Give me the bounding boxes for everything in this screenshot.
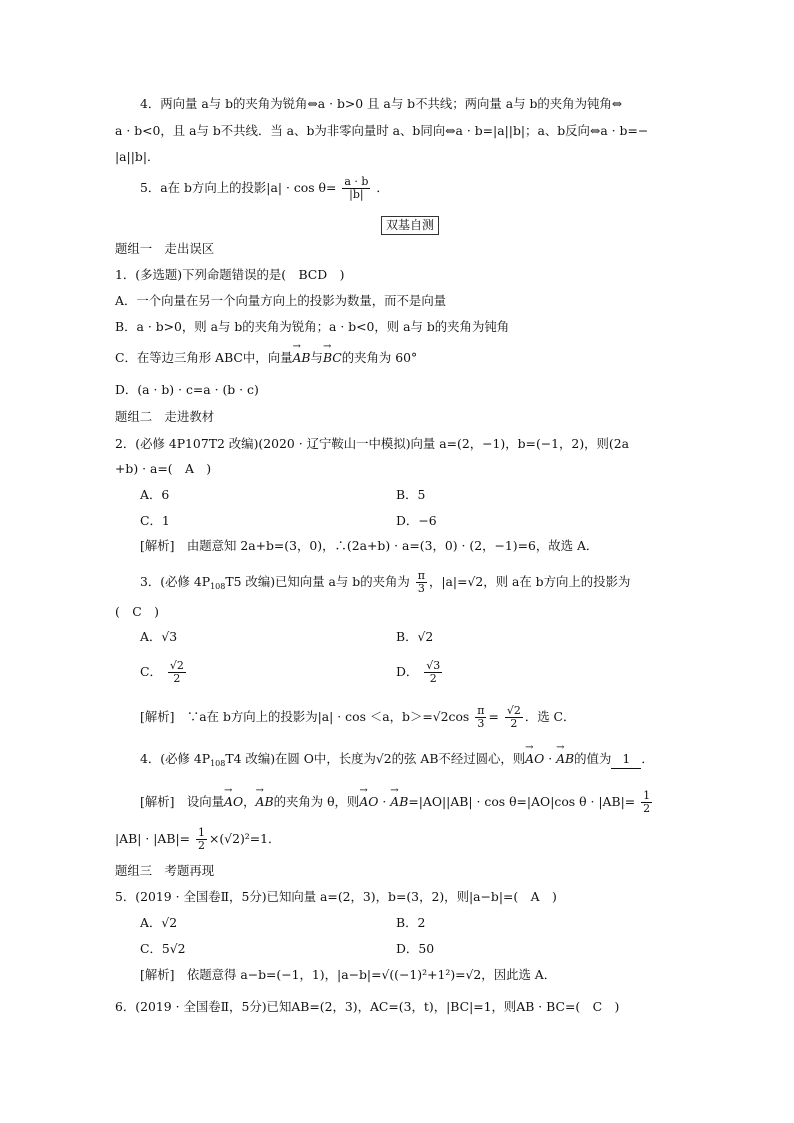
- point-4-line1: 4．两向量 a与 b的夹角为锐角⇔a · b>0 且 a与 b不共线；两向量 a与 b的夹角为钝角⇔: [140, 96, 623, 111]
- q5-option-d: D．50: [396, 941, 435, 956]
- q3-sol-frac1: [475, 705, 486, 730]
- point-4-line3: |a||b|．: [115, 149, 160, 164]
- q3-option-a: A．√3: [140, 629, 178, 644]
- q3-sol-den1: 3: [477, 717, 485, 730]
- vector-ab-2: → AB: [556, 750, 574, 768]
- q4-sol-text: 的夹角为 θ，则: [273, 794, 360, 809]
- point-5-suffix: ．: [376, 180, 389, 195]
- q3-sol-den2: 2: [510, 717, 518, 730]
- vector-ab-sol: → AB: [256, 793, 274, 811]
- q4-page-sub: 108: [210, 759, 226, 768]
- q3-c-label: C．: [140, 664, 162, 679]
- q3-sol-prefix: [解析] ∵a在 b方向上的投影为|a| · cos ＜a，b＞=√2cos: [140, 709, 470, 724]
- vector-ab-sol2: → AB: [390, 793, 408, 811]
- question-5: 5．(2019 · 全国卷Ⅱ，5分)已知向量 a=(2，3)，b=(3，2)，则|a−b|=( A ): [115, 889, 557, 904]
- q4-post: 的值为: [574, 751, 612, 766]
- q4-sol-l2-post: ×(√2)²=1．: [208, 831, 281, 846]
- q4-sol-expr: =|AO||AB| · cos θ=|AO|cos θ · |AB|=: [408, 794, 636, 809]
- q4-mid: T4 改编)在圆 O中，长度为√2的弦 AB不经过圆心，则: [225, 751, 526, 766]
- q3-d-label: D．: [396, 664, 419, 679]
- q1-option-a: A．一个向量在另一个向量方向上的投影为数量，而不是向量: [115, 293, 447, 308]
- q4-sol-half2-num: 1: [197, 826, 205, 839]
- group2-heading: 题组二 走进教材: [115, 409, 215, 424]
- q5-option-b: B．2: [396, 915, 426, 930]
- question-3-line1: [140, 570, 630, 596]
- q3-sol-num2: √2: [506, 704, 521, 717]
- q4-end: ．: [641, 751, 654, 766]
- question-2-line1: 2．(必修 4P107T2 改编)(2020 · 辽宁鞍山一中模拟)向量 a=(2，−1)，b=(−1，2)，则(2a: [115, 436, 630, 451]
- q3-d-fraction: [424, 660, 442, 685]
- q4-sol-half-2: [196, 827, 207, 852]
- point-4-line2: a · b<0，且 a与 b不共线．当 a、b为非零向量时 a、b同向⇔a · b=|a||b|；a、b反向⇔a · b=−: [115, 123, 649, 138]
- q3-prefix: 3．(必修 4P: [140, 574, 211, 589]
- q5-option-a: A．√2: [140, 915, 178, 930]
- q3-option-b: B．√2: [396, 629, 434, 644]
- question-1: 1．(多选题)下列命题错误的是( BCD ): [115, 267, 345, 282]
- q3-c-num: √2: [169, 659, 184, 672]
- q3-d-den: 2: [429, 672, 437, 685]
- q4-sol-half-den: 2: [643, 802, 651, 815]
- section-title-box: 双基自测: [381, 216, 439, 235]
- q4-sol-l2-pre: |AB| · |AB|=: [115, 831, 191, 846]
- q3-angle-fraction: [416, 570, 427, 595]
- q4-sol-half2-den: 2: [197, 839, 205, 852]
- q3-mid: T5 改编)已知向量 a与 b的夹角为: [225, 574, 410, 589]
- q5-option-c: C．5√2: [140, 941, 186, 956]
- q3-sol-post: ．选 C．: [524, 709, 576, 724]
- question-2-line2: +b) · a=( A ): [115, 461, 212, 476]
- question-6: 6．(2019 · 全国卷Ⅱ，5分)已知AB=(2，3)，AC=(3，t)，|BC|=1，则AB · BC=( C ): [115, 999, 620, 1014]
- vector-ao-sol: → AO: [224, 793, 243, 811]
- q3-c-fraction: [168, 660, 186, 685]
- q2-option-b: B．5: [396, 487, 426, 502]
- point-5: [140, 176, 389, 201]
- vector-ao: → AO: [525, 750, 544, 768]
- q4-sol-comma: ，: [243, 794, 256, 809]
- q4-dot: ·: [544, 751, 557, 766]
- q4-answer-blank: 1: [611, 750, 641, 769]
- q3-option-d: [396, 660, 444, 685]
- q3-option-c: [140, 660, 188, 685]
- q3-sol-frac2: [505, 705, 523, 730]
- question-4: [140, 750, 654, 773]
- vector-ab: → AB: [292, 349, 310, 367]
- vector-ao-sol2: → AO: [359, 793, 378, 811]
- q4-solution-line2: [115, 827, 280, 852]
- q4-solution-line1: [140, 790, 654, 815]
- point-5-prefix: 5．a在 b方向上的投影|a| · cos θ=: [140, 180, 337, 195]
- q4-sol-dot: ·: [378, 794, 391, 809]
- q5-solution: [解析] 依题意得 a−b=(−1，1)，|a−b|=√((−1)²+1²)=√2，因此选 A．: [140, 967, 557, 982]
- q3-angle-num: π: [417, 569, 425, 582]
- group3-heading: 题组三 考题再现: [115, 863, 215, 878]
- q3-answer: ( C ): [115, 604, 159, 619]
- q4-sol-prefix: [解析] 设向量: [140, 794, 225, 809]
- q3-solution: [140, 705, 575, 730]
- q3-page-sub: 108: [210, 582, 226, 591]
- q2-option-d: D．−6: [396, 513, 437, 528]
- q2-option-c: C．1: [140, 513, 170, 528]
- q3-c-den: 2: [173, 672, 181, 685]
- q2-option-a: A．6: [140, 487, 170, 502]
- q1-c-mid: 与: [310, 350, 323, 365]
- q3-post: ，|a|=√2，则 a在 b方向上的投影为: [428, 574, 631, 589]
- q1-option-d: D．(a · b) · c=a · (b · c): [115, 382, 259, 397]
- projection-numerator: a · b: [344, 175, 369, 188]
- q4-sol-half: [641, 790, 652, 815]
- q1-option-c: [115, 349, 417, 367]
- q3-sol-eq: =: [488, 709, 499, 724]
- q1-c-post: 的夹角为 60°: [341, 350, 418, 365]
- q1-option-b: B．a · b>0，则 a与 b的夹角为锐角；a · b<0，则 a与 b的夹角为钝角: [115, 319, 510, 334]
- group1-heading: 题组一 走出误区: [115, 241, 215, 256]
- vector-bc: → BC: [323, 349, 342, 367]
- q3-d-num: √3: [426, 659, 441, 672]
- q4-sol-half-num: 1: [643, 789, 651, 802]
- q1-c-prefix: C．在等边三角形 ABC中，向量: [115, 350, 293, 365]
- q4-prefix: 4．(必修 4P: [140, 751, 211, 766]
- projection-denominator: |b|: [349, 188, 364, 201]
- projection-fraction: [342, 176, 370, 201]
- q3-angle-den: 3: [417, 582, 425, 595]
- q2-solution: [解析] 由题意知 2a+b=(3，0)，∴(2a+b) · a=(3，0) · (2，−1)=6，故选 A．: [140, 538, 599, 553]
- q3-sol-num1: π: [477, 704, 485, 717]
